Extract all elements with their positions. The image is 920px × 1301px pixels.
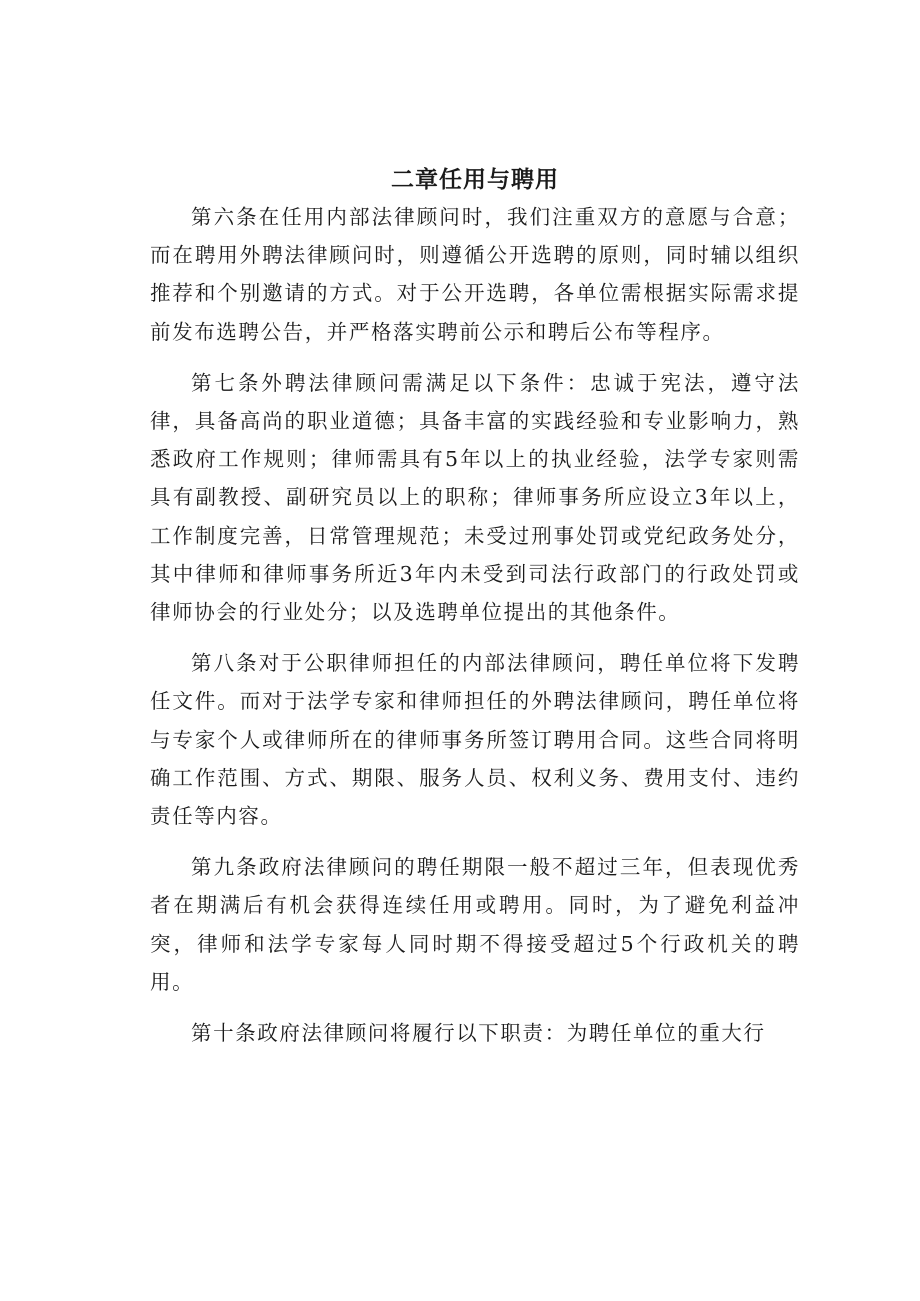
document-page	[150, 158, 800, 1065]
article-7-paragraph: 第七条外聘法律顾问需满足以下条件：忠诚于宪法，遵守法律，具备高尚的职业道德；具备丰富的实践经验和专业影响力，熟悉政府工作规则；律师需具有5年以上的执业经验，法学专家则需具有副教授、副研究员以上的职称；律师事务所应设立3年以上，工作制度完善，日常管理规范；未受过刑事处罚或党纪政务处分，其中律师和律师事务所近3年内未受到司法行政部门的行政处罚或律师协会的行业处分；以及选聘单位提出的其他条件。	[150, 370, 800, 625]
chapter-title: 二章任用与聘用	[391, 167, 559, 193]
article-10-paragraph: 第十条政府法律顾问将履行以下职责：为聘任单位的重大行	[191, 1021, 766, 1046]
article-8-paragraph: 第八条对于公职律师担任的内部法律顾问，聘任单位将下发聘任文件。而对于法学专家和律师担任的外聘法律顾问，聘任单位将与专家个人或律师所在的律师事务所签订聘用合同。这些合同将明确工作范围、方式、期限、服务人员、权利义务、费用支付、违约责任等内容。	[150, 651, 800, 829]
article-6-paragraph: 第六条在任用内部法律顾问时，我们注重双方的意愿与合意；而在聘用外聘法律顾问时，则遵循公开选聘的原则，同时辅以组织推荐和个别邀请的方式。对于公开选聘，各单位需根据实际需求提前发布选聘公告，并严格落实聘前公示和聘后公布等程序。	[150, 205, 800, 344]
article-9-paragraph: 第九条政府法律顾问的聘任期限一般不超过三年，但表现优秀者在期满后有机会获得连续任用或聘用。同时，为了避免利益冲突，律师和法学专家每人同时期不得接受超过5个行政机关的聘用。	[150, 855, 800, 994]
